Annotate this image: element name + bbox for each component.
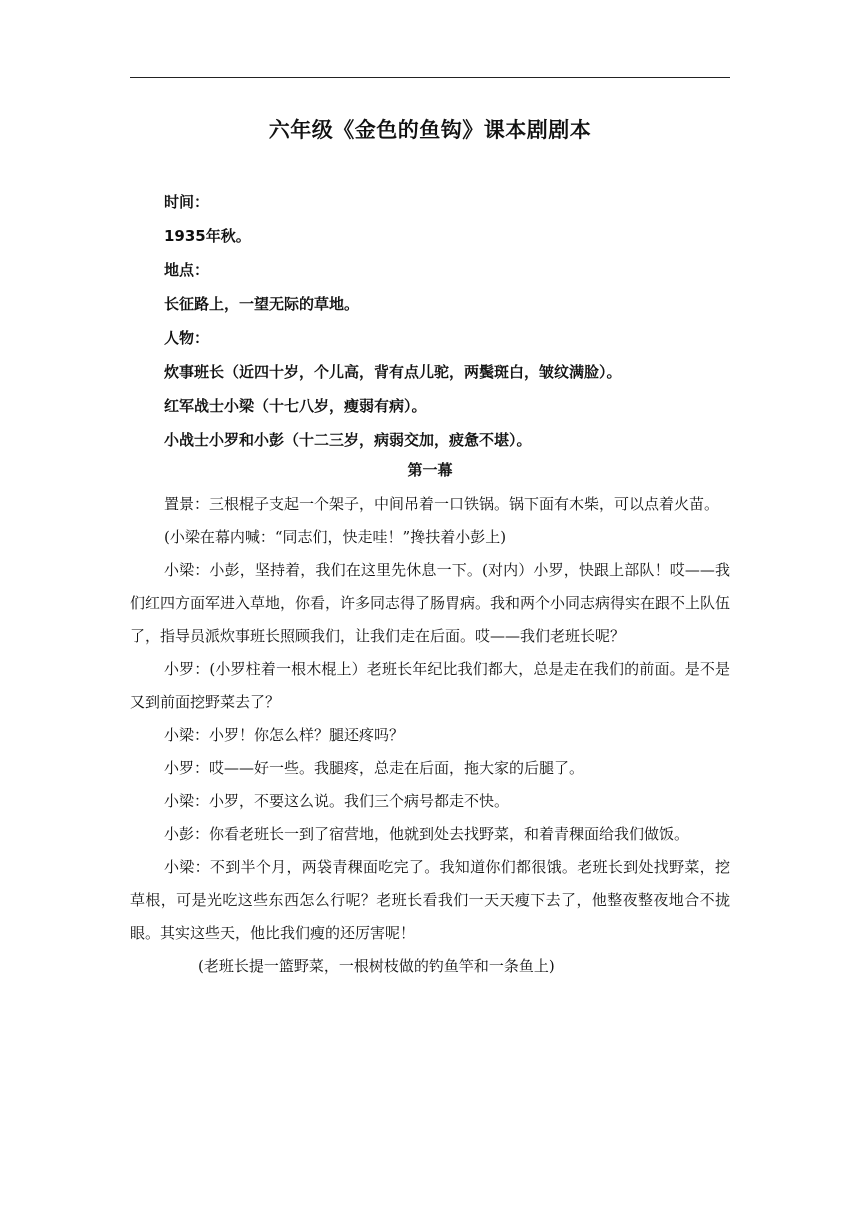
- scene-heading: 第一幕: [407, 461, 453, 479]
- meta-line: 红军战士小梁（十七八岁，瘦弱有病）。: [164, 397, 427, 415]
- cast-and-setting: [164, 185, 730, 457]
- script-paragraph: 小梁：小罗，不要这么说。我们三个病号都走不快。: [164, 792, 510, 810]
- document-title: 六年级《金色的鱼钩》课本剧剧本: [268, 118, 592, 142]
- script-paragraph: 小罗：哎——好一些。我腿疼，总走在后面，拖大家的后腿了。: [164, 759, 585, 777]
- meta-line: 时间：: [164, 193, 210, 211]
- stage-direction: (小梁在幕内喊：“同志们，快走哇！”搀扶着小彭上): [164, 528, 507, 546]
- meta-line: 地点：: [164, 261, 210, 279]
- script-paragraph: 小罗：(小罗柱着一根木棍上）老班长年纪比我们都大，总是走在我们的前面。是不是又到前面挖野菜去了？: [130, 660, 730, 711]
- script-paragraph: 小梁：小罗！你怎么样？腿还疼吗？: [164, 726, 405, 744]
- script-paragraph: 小彭：你看老班长一到了宿营地，他就到处去找野菜，和着青稞面给我们做饭。: [164, 825, 690, 843]
- meta-line: 长征路上，一望无际的草地。: [164, 295, 360, 313]
- script-paragraph: 小梁：小彭，坚持着，我们在这里先休息一下。(对内）小罗，快跟上部队！哎——我们红四方面军进入草地，你看，许多同志得了肠胃病。我和两个小同志病得实在跟不上队伍了，指导员派炊事班长照顾我们，让我们走在后面。哎——我们老班长呢？: [130, 561, 731, 645]
- stage-direction: (老班长提一篮野菜，一根树枝做的钓鱼竿和一条鱼上): [198, 957, 555, 975]
- script-paragraph: 小梁：不到半个月，两袋青稞面吃完了。我知道你们都很饿。老班长到处找野菜，挖草根，可是光吃这些东西怎么行呢？老班长看我们一天天瘦下去了，他整夜整夜地合不拢眼。其实这些天，他比我们瘦的还厉害呢！: [130, 858, 730, 942]
- meta-line: 1935年秋。: [164, 227, 251, 245]
- meta-line: 小战士小罗和小彭（十二三岁，病弱交加，疲惫不堪）。: [164, 431, 532, 449]
- script-body: [130, 488, 730, 983]
- header-rule: [130, 77, 730, 78]
- meta-line: 人物：: [164, 329, 210, 347]
- meta-line: 炊事班长（近四十岁，个儿高，背有点儿驼，两鬓斑白，皱纹满脸）。: [164, 363, 622, 381]
- script-paragraph: 置景：三根棍子支起一个架子，中间吊着一口铁锅。锅下面有木柴，可以点着火苗。: [164, 495, 720, 513]
